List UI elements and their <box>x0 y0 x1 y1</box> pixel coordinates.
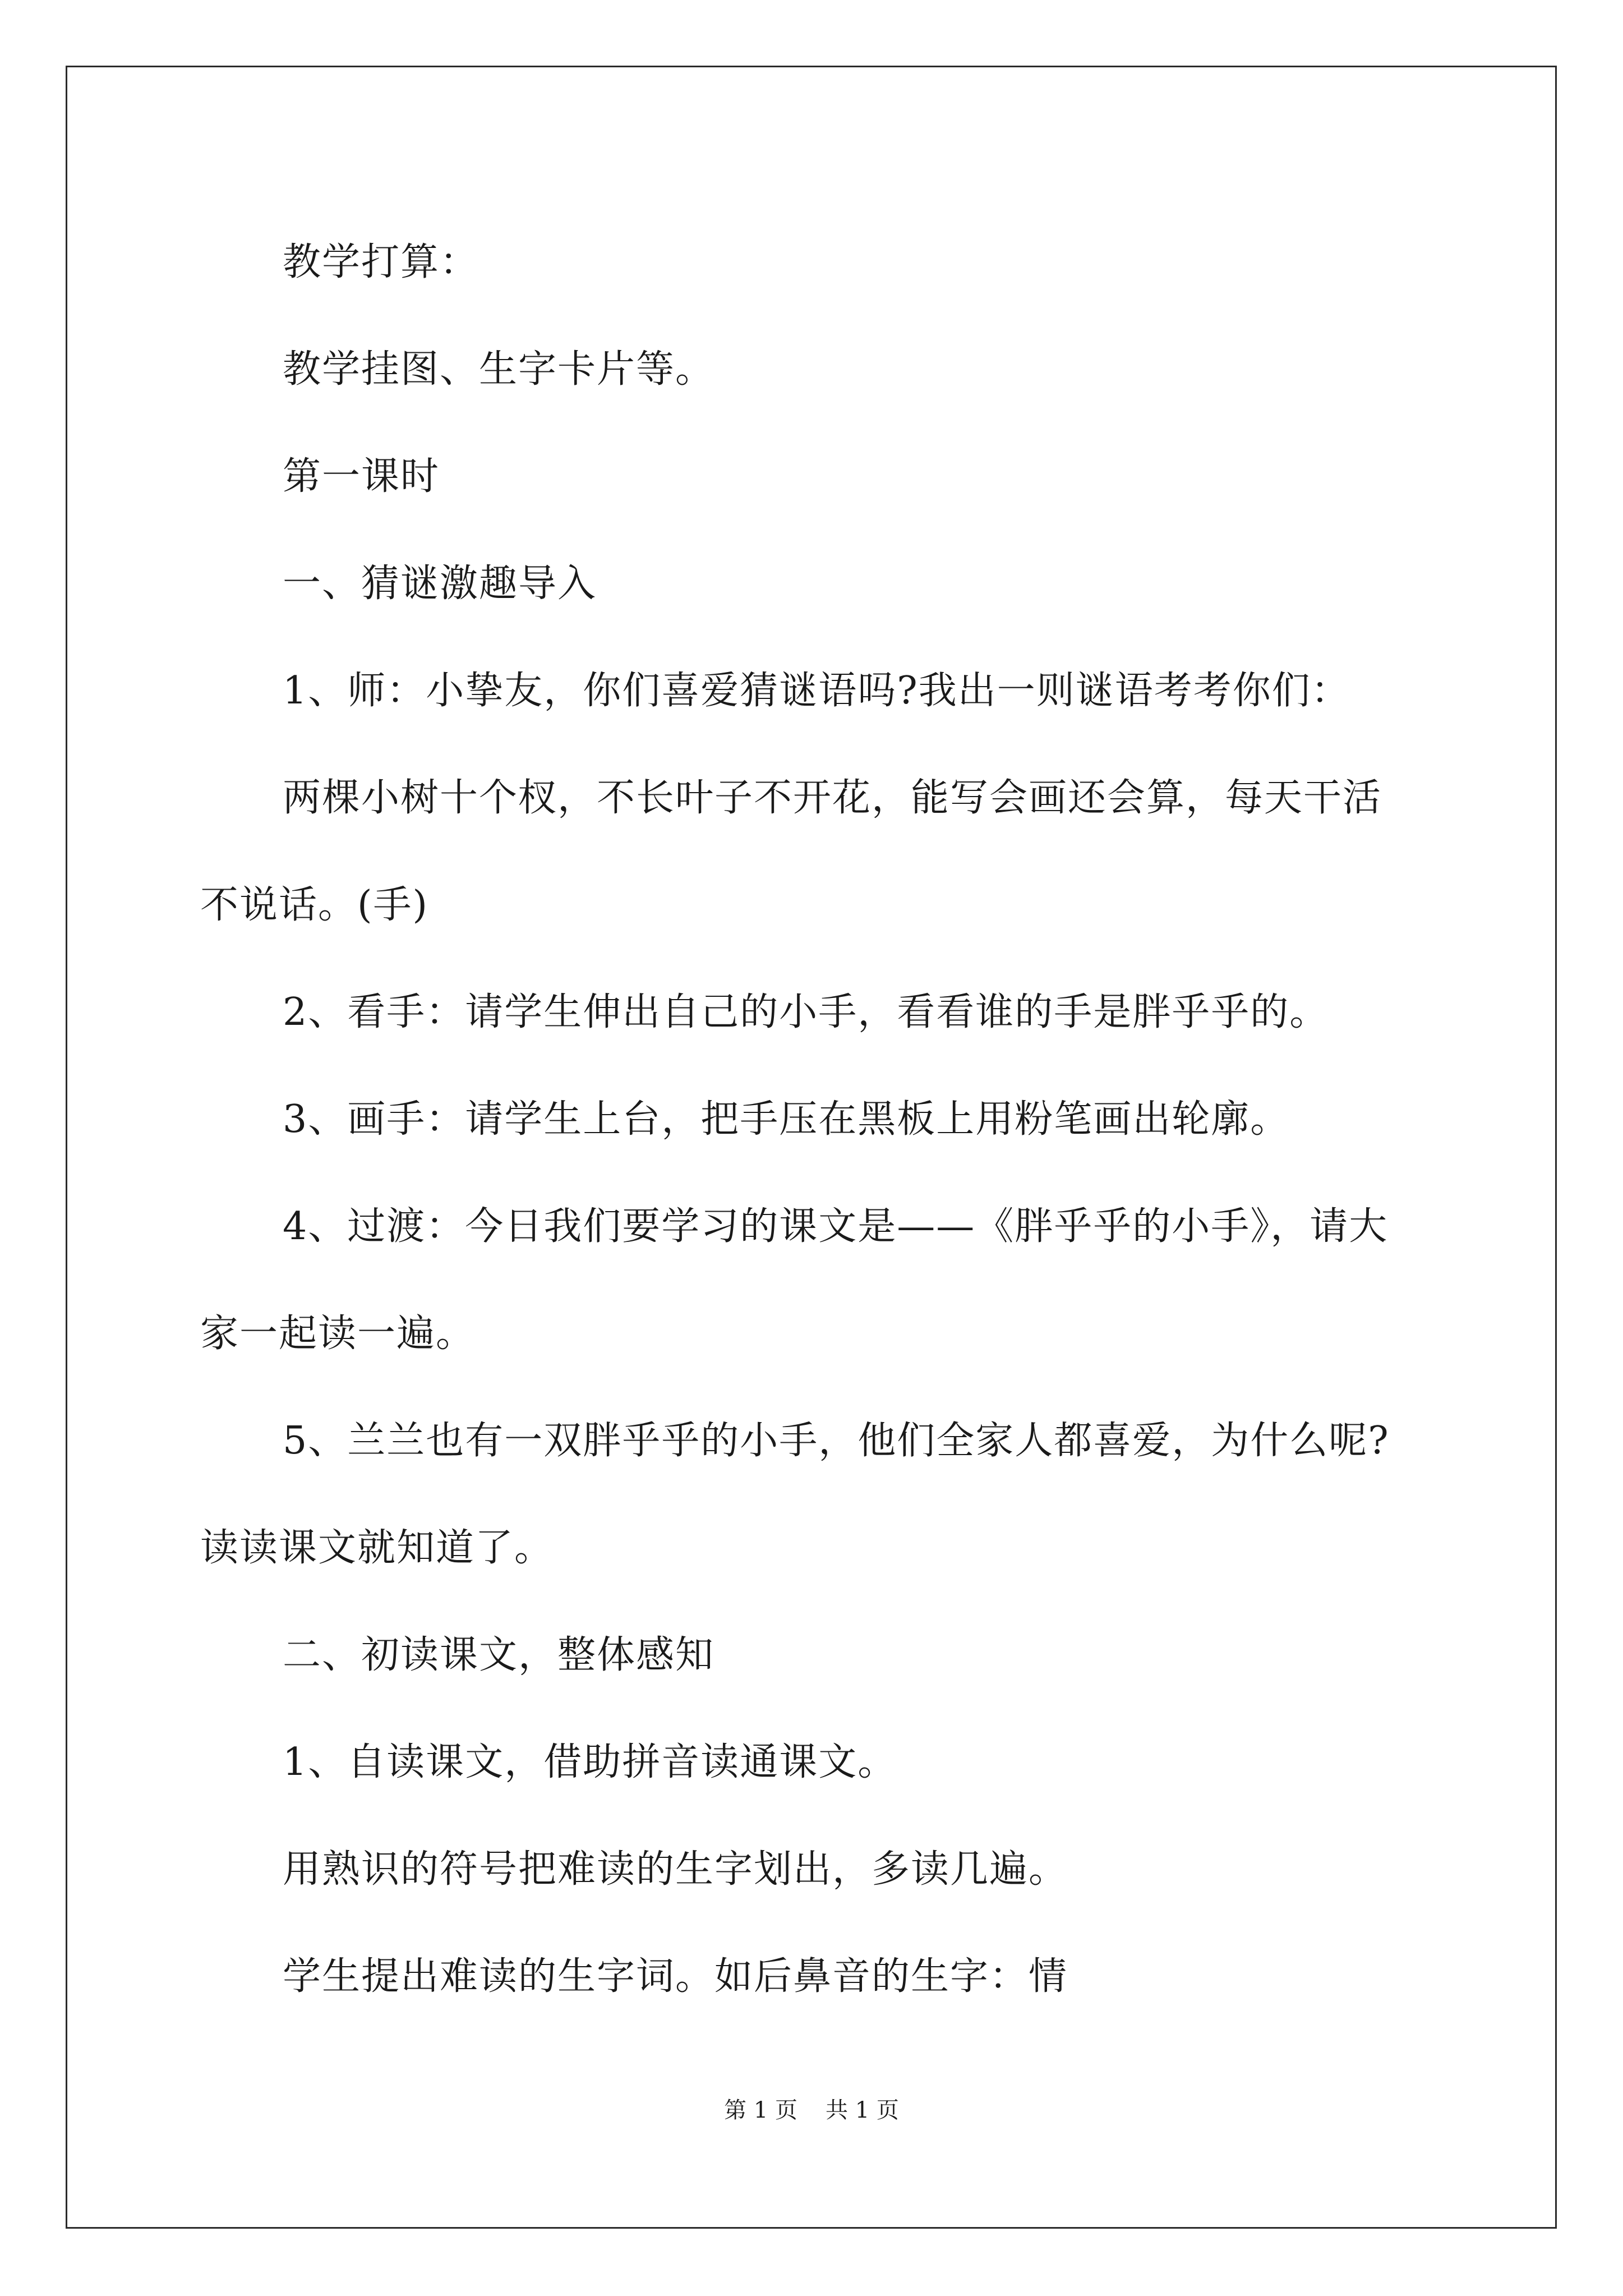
paragraph: 2、看手：请学生伸出自己的小手，看看谁的手是胖乎乎的。 <box>283 990 1329 1034</box>
page-footer <box>0 2093 1623 2127</box>
paragraph: 3、画手：请学生上台，把手压在黑板上用粉笔画出轮廓。 <box>283 1097 1290 1142</box>
paragraph: 读读课文就知道了。 <box>200 1526 554 1570</box>
paragraph: 1、师：小挚友，你们喜爱猜谜语吗?我出一则谜语考考你们： <box>283 669 1350 713</box>
page-total: 共 1 页 <box>826 2097 899 2123</box>
page-number: 第 1 页 <box>724 2097 797 2123</box>
paragraph: 两棵小树十个杈，不长叶子不开花，能写会画还会算，每天干活 <box>283 776 1382 820</box>
paragraph: 4、过渡：今日我们要学习的课文是——《胖乎乎的小手》，请大 <box>283 1204 1389 1249</box>
paragraph: 教学挂图、生字卡片等。 <box>283 347 715 392</box>
paragraph: 学生提出难读的生字词。如后鼻音的生字：情 <box>283 1954 1068 1999</box>
paragraph: 5、兰兰也有一双胖乎乎的小手，他们全家人都喜爱，为什么呢? <box>283 1419 1390 1463</box>
document-body <box>200 209 1445 2030</box>
paragraph: 用熟识的符号把难读的生字划出，多读几遍。 <box>283 1847 1068 1892</box>
paragraph: 教学打算： <box>283 240 479 284</box>
paragraph: 不说话。(手) <box>200 883 429 927</box>
paragraph: 1、自读课文，借助拼音读通课文。 <box>283 1740 897 1784</box>
paragraph: 第一课时 <box>283 454 440 499</box>
paragraph: 家一起读一遍。 <box>200 1312 476 1356</box>
paragraph: 一、猜谜激趣导入 <box>283 562 597 606</box>
paragraph: 二、初读课文，整体感知 <box>283 1633 715 1677</box>
